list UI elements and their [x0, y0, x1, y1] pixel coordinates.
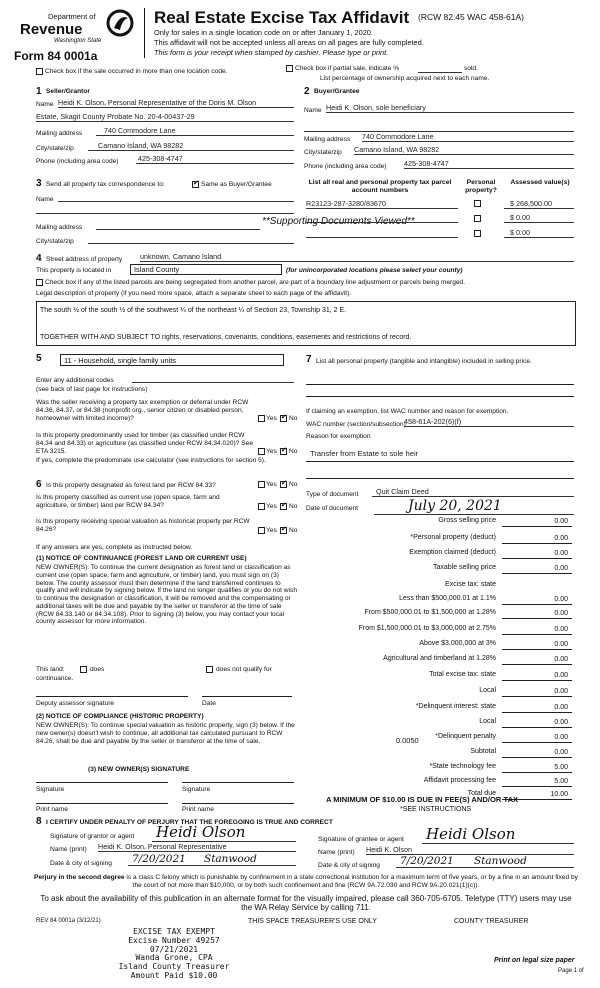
s6-q1: Is this property designated as forest land per RCW 84.33? [46, 482, 216, 489]
assessed-value-1[interactable]: $ 268,500.00 [504, 200, 574, 209]
grantor-date-label: Date & city of signing [50, 860, 112, 867]
section5-num: 5 [36, 353, 42, 364]
seller-phone-label: Phone (including area code) [36, 158, 119, 165]
tax-row-label: Exemption claimed (deduct) [409, 549, 496, 556]
perjury-text: is a class C felony which is punishable by confinement in a state correctional institution for a maximum term of five years, or by a fine in an amount fixed by the court of not more than $10,000, or by both such confinement and fine (RCW 9A.72.030 and RCW 9A.20.021(1)(c)). [126, 874, 578, 889]
header-note-1: Only for sales in a single location code on or after January 1, 2020. [154, 28, 373, 37]
page-number: Page 1 of [558, 968, 584, 974]
parcel-number-1[interactable]: R23123-287-3280/83670 [306, 200, 458, 209]
wac-field[interactable]: 458-61A-202(6)(f) [404, 418, 574, 427]
grantee-date-label: Date & city of signing [318, 862, 380, 869]
certify-text: I CERTIFY UNDER PENALTY OF PERJURY THAT THE FOREGOING IS TRUE AND CORRECT [46, 819, 333, 826]
s5-q1-no-label: No [289, 415, 298, 422]
tax-row-value[interactable]: 0.00 [554, 535, 568, 542]
tax-row-line [502, 727, 572, 728]
land-not-qualify-checkbox[interactable] [206, 666, 213, 673]
tax-row-value[interactable]: 0.00 [554, 626, 568, 633]
s5-q2-yes[interactable] [258, 448, 265, 455]
tax-row-label: Gross selling price [438, 517, 496, 524]
personal-property-checkbox-3[interactable] [474, 230, 481, 237]
section3-num: 3 [36, 178, 42, 189]
section2-num: 2 [304, 86, 310, 97]
tax-row-label: Excise tax: state [445, 581, 496, 588]
assessed-value-3[interactable]: $ 0.00 [504, 229, 574, 238]
section3-name-line2[interactable] [36, 208, 294, 214]
supporting-docs-note: **Supporting Documents Viewed** [262, 216, 415, 227]
county-select[interactable]: Island County [130, 264, 282, 275]
section1-num: 1 [36, 86, 42, 97]
section3-mailing-label: Mailing address [36, 224, 83, 231]
s5-q2b: If yes, complete the predominate use calculator (see instructions for section 5). [36, 457, 266, 464]
seller-mailing-label: Mailing address [36, 130, 83, 137]
legal-desc-label: Legal description of property (if you need more space, attach a separate sheet to each page of the affidavit). [36, 290, 352, 297]
s5-q1-no[interactable] [280, 415, 287, 422]
s6-q1-no-label: No [289, 481, 298, 488]
grantee-name-field[interactable]: Heidi K. Olson [366, 846, 574, 855]
deputy-date-line[interactable] [202, 696, 292, 697]
buyer-city-label: City/state/zip [304, 149, 342, 156]
dept-line1: Department of [48, 12, 96, 21]
tax-row-label: Subtotal [470, 748, 496, 755]
assessed-value-2[interactable]: $ 0.00 [504, 214, 574, 223]
form-rcw: (RCW 82.45 WAC 458-61A) [418, 12, 524, 22]
section1-heading: Seller/Grantor [46, 88, 90, 95]
same-as-buyer-checkbox[interactable] [192, 181, 199, 188]
grantor-sig-label: Signature of grantor or agent [50, 833, 135, 840]
seller-mailing-field[interactable]: 740 Commodore Lane [96, 127, 294, 136]
section2-heading: Buyer/Grantee [314, 88, 360, 95]
section3-name-label: Name [36, 196, 54, 203]
s5-q2-no[interactable] [280, 448, 287, 455]
tax-row-value[interactable]: 0.00 [554, 596, 568, 603]
section7-num: 7 [306, 354, 312, 365]
rev-number: REV 84 0001a (3/12/21) [36, 918, 101, 924]
reason-field[interactable]: Transfer from Estate to sole heir [310, 449, 419, 458]
personal-col-header: Personal property? [465, 179, 497, 195]
notice3-title: (3) NEW OWNER(S) SIGNATURE [88, 766, 190, 773]
tax-row-line [502, 634, 572, 635]
tax-row-value[interactable]: 0.00 [554, 565, 568, 572]
continuance-label: continuance. [36, 675, 74, 682]
form-title: Real Estate Excise Tax Affidavit [154, 8, 410, 27]
tax-row-label: Total excise tax: state [429, 671, 496, 678]
tax-row-line [502, 649, 572, 650]
tax-row-line [502, 558, 572, 559]
multi-location-checkbox[interactable] [36, 68, 43, 75]
tax-row-value[interactable]: 0.00 [554, 704, 568, 711]
buyer-mailing-label: Mailing address [304, 136, 351, 143]
tax-row-line [502, 543, 572, 544]
buyer-city-field[interactable]: Camano Island, WA 98282 [354, 146, 574, 155]
owner-print-label-2: Print name [182, 806, 214, 813]
wac-label: WAC number (section/subsection) [306, 421, 406, 428]
partial-list-label: List percentage of ownership acquired next to each name. [320, 75, 490, 82]
s5-q2-no-label: No [289, 448, 298, 455]
street-address-label: Street address of property [46, 256, 123, 263]
seller-city-field[interactable]: Camano Island, WA 98282 [88, 142, 294, 151]
section4-num: 4 [36, 253, 42, 264]
s5-q2: Is this property predominantly used for timber (as classified under RCW 84.34 and 84.33) or agriculture (as classified under RCW 84.34.020)? See ETA 3215. [36, 432, 253, 455]
legal-desc-line2: TOGETHER WITH AND SUBJECT TO rights, reservations, covenants, conditions, easements and restrictions of record. [40, 334, 412, 341]
s5-q1-yes-label: Yes [266, 415, 277, 422]
grantor-name-field[interactable]: Heidi K. Olson, Personal Representative [98, 843, 296, 852]
tax-row-line [502, 757, 572, 758]
header-note-3: This form is your receipt when stamped by cashier. Please type or print. [154, 48, 389, 57]
grantee-city-field[interactable]: Stanwood [470, 855, 574, 868]
personal-prop-line-2[interactable] [306, 396, 574, 397]
additional-codes-label: Enter any additional codes [36, 377, 114, 384]
section3-name-field[interactable] [58, 193, 294, 202]
s5-q1-yes[interactable] [258, 415, 265, 422]
tax-row-value[interactable]: 0.00 [554, 672, 568, 679]
tax-row-value[interactable]: 0.00 [554, 550, 568, 557]
header-note-2: This affidavit will not be accepted unless all areas on all pages are fully completed. [154, 38, 424, 47]
tax-row-line [502, 712, 572, 713]
doc-date-field[interactable]: July 20, 2021 [374, 498, 574, 515]
same-as-buyer-label: Same as Buyer/Grantee [201, 181, 272, 188]
form-number: Form 84 0001a [14, 49, 98, 63]
s5-q1: Was the seller receiving a property tax exemption or deferral under RCW 84.36, 84.37, or 84.38 (nonprofit org., senior citizen or disabled person, homeowner with limited income)? [36, 399, 249, 422]
land-does-label: does [90, 666, 105, 673]
tax-row-value[interactable]: 0.00 [554, 688, 568, 695]
buyer-mailing-field[interactable]: 740 Commodore Lane [362, 133, 574, 142]
tax-row-label: Less than $500,000.01 at 1.1% [399, 595, 496, 602]
notice2-body: NEW OWNER(S): To continue special valuation as historic property, sign (3) below. If the new owner(s) doesn't wish to continue, all additional tax calculated pursuant to RCW 84.26, shall be due and payable by the seller or transferor at the time of sale. [36, 722, 295, 745]
owner-sig-line-2[interactable] [182, 782, 294, 783]
tax-row-label: From $1,500,000.01 to $3,000,000 at 2.75% [358, 625, 496, 632]
grantee-date-field[interactable]: 7/20/2021 [396, 855, 472, 868]
exemption-label: If claiming an exemption, list WAC number and reason for exemption. [306, 408, 509, 415]
tax-row-line [502, 604, 572, 605]
partial-sold-label: sold. [464, 65, 478, 72]
s6-q1-yes-label: Yes [266, 481, 277, 488]
section3-label: Send all property tax correspondence to: [46, 181, 165, 188]
s6-q3-yes[interactable] [258, 527, 265, 534]
tax-row-value[interactable]: 5.00 [554, 764, 568, 771]
grantee-name-label: Name (print) [318, 849, 355, 856]
multi-location-label: Check box if the sale occurred in more than one location code. [45, 68, 228, 75]
stamp-line-5: Island County Treasurer [118, 962, 230, 972]
s5-q2-yes-label: Yes [266, 448, 277, 455]
owner-sig-label-2: Signature [182, 786, 211, 793]
revenue-logo-icon [106, 8, 134, 38]
grantee-signature[interactable]: Heidi Olson [422, 826, 574, 844]
stamp-line-1: EXCISE TAX EXEMPT [133, 927, 215, 936]
tax-row-label: *Personal property (deduct) [410, 534, 496, 541]
seller-city-label: City/state/zip [36, 145, 74, 152]
seller-name-line1[interactable]: Heidi K. Olson, Personal Representative of the Doris M. Olson [58, 99, 294, 108]
reason-label: Reason for exemption [306, 433, 371, 440]
tax-row-label: *State technology fee [429, 763, 496, 770]
grantor-signature[interactable]: Heidi Olson [152, 824, 296, 842]
tax-row-label: Total due [467, 790, 496, 797]
s6-q2: Is this property classified as current use (open space, farm and agriculture, or timber) land per RCW 84.34? [36, 494, 220, 509]
buyer-name-field[interactable]: Heidi K. Olson, sole beneficiary [326, 104, 574, 113]
partial-sale-checkbox[interactable] [286, 65, 293, 72]
section6-num: 6 [36, 479, 42, 490]
segregated-label: Check box if any of the listed parcels are being segregated from another parcel, are part of a boundary line adjustment or parcels being merged. [45, 279, 466, 286]
reason-line [306, 461, 574, 462]
section3-mailing-field[interactable] [96, 221, 260, 230]
tax-row-line [502, 742, 572, 743]
tax-row-value[interactable]: 0.00 [554, 518, 568, 525]
buyer-name-label: Name [304, 107, 322, 114]
tax-row-label: Agricultural and timberland at 1.28% [383, 655, 496, 662]
treasurer-stamp [104, 928, 244, 981]
additional-codes-field[interactable] [132, 374, 294, 383]
uninc-note: (for unincorporated locations please select your county) [286, 267, 463, 274]
tax-row-line [502, 618, 572, 619]
street-address-field[interactable]: unknown, Camano Island [140, 253, 574, 262]
stamp-line-4: Wanda Grone, CPA [135, 953, 213, 963]
section7-label: List all personal property (tangible and intangible) included in selling price. [316, 358, 532, 365]
s6-q1-no[interactable] [280, 481, 287, 488]
tax-row-label: Local [479, 687, 496, 694]
dept-line2: Revenue [20, 21, 83, 38]
notice1-body: NEW OWNER(S): To continue the current designation as forest land or classification as current use (open space, farm and agriculture, or timber) land, you must sign on (3) below. The county assessor must then determine if the land transferred continues to qualify and will indicate by signing below. If the land no longer qualifies or you do not wish to continue the designation or classification, it will be removed and the compensating or additional taxes will be due and payable by the seller or transferor at the time of sale (RCW 84.33.140 or 84.34.108). Prior to signing (3) below, you may contact your local county assessor for more information. [36, 564, 297, 626]
doc-type-field[interactable]: Quit Claim Deed [372, 488, 574, 497]
s6-q2-no[interactable] [280, 503, 287, 510]
tax-row-line [502, 526, 572, 527]
treasurer-use-label: THIS SPACE TREASURER'S USE ONLY [248, 918, 377, 925]
tax-row-line [502, 573, 572, 574]
doc-type-label: Type of document [306, 491, 359, 498]
tax-row-line [502, 786, 572, 787]
s6-q1-yes[interactable] [258, 481, 265, 488]
tax-row-label: Affidavit processing fee [423, 777, 496, 784]
s6-q2-no-label: No [289, 503, 298, 510]
stamp-line-3: 07/21/2021 [149, 944, 199, 954]
tax-row-value[interactable]: 5.00 [554, 778, 568, 785]
seller-name-line2[interactable]: Estate, Skagit County Probate No. 20-4-00437-29 [36, 113, 294, 122]
deputy-sig-line[interactable] [36, 696, 188, 697]
partial-percent-field[interactable] [418, 66, 462, 73]
section8-num: 8 [36, 816, 42, 827]
land-not-qualify-label: does not qualify for [216, 666, 272, 673]
seller-name-label: Name [36, 101, 54, 108]
personal-prop-line-1[interactable] [306, 384, 574, 385]
deputy-sig-label: Deputy assessor signature [36, 700, 115, 707]
parcel-number-3[interactable] [306, 229, 458, 238]
tax-row-line [502, 696, 572, 697]
buyer-phone-field[interactable]: 425-308-4747 [404, 160, 574, 169]
tax-row-label: From $500,000.01 to $1,500,000 at 1.28% [364, 609, 496, 616]
minimum-due-note: A MINIMUM OF $10.00 IS DUE IN FEE(S) AND/OR TAX [326, 795, 519, 804]
deputy-date-label: Date [202, 700, 216, 707]
see-instructions-note: *SEE INSTRUCTIONS [400, 806, 472, 813]
personal-property-checkbox-1[interactable] [474, 200, 481, 207]
located-in-label: This property is located in [36, 267, 112, 274]
tax-row-label: Above $3,000,000 at 3% [419, 640, 496, 647]
legal-desc-line1: The south ½ of the south ½ of the southwest ¼ of the northeast ¼ of Section 23, Township 31, 2 E. [40, 307, 347, 314]
tax-row-value[interactable]: 0.00 [554, 719, 568, 726]
tax-row-value[interactable]: 0.00 [554, 734, 568, 741]
section3-city-field[interactable] [88, 235, 294, 244]
land-does-checkbox[interactable] [80, 666, 87, 673]
buyer-phone-label: Phone (including area code) [304, 163, 387, 170]
tax-row-label: Local [479, 718, 496, 725]
this-land-label: This land: [36, 666, 65, 673]
s6-ifany: If any answers are yes, complete as instructed below. [36, 544, 193, 551]
legal-size-note: Print on legal size paper [494, 957, 575, 964]
see-last-page: (see back of last page for instructions) [36, 386, 148, 393]
tax-row-value[interactable]: 0.00 [554, 610, 568, 617]
tax-row-value[interactable]: 10.00 [550, 791, 568, 798]
perjury-notice [30, 874, 582, 890]
s6-q3-yes-label: Yes [266, 527, 277, 534]
tax-row-value[interactable]: 0.00 [554, 749, 568, 756]
s6-q2-yes-label: Yes [266, 503, 277, 510]
tax-row-line [502, 664, 572, 665]
seller-phone-field[interactable]: 425-308-4747 [136, 155, 294, 164]
s6-q2-yes[interactable] [258, 503, 265, 510]
segregated-checkbox[interactable] [36, 279, 43, 286]
county-treasurer-label: COUNTY TREASURER [454, 918, 529, 925]
personal-property-checkbox-2[interactable] [474, 215, 481, 222]
section3-city-label: City/state/zip [36, 238, 74, 245]
grantor-date-field[interactable]: 7/20/2021 [128, 853, 204, 866]
perjury-bold: Perjury in the second degree [34, 874, 125, 881]
parcel-number-2[interactable] [306, 214, 458, 223]
owner-print-label-1: Print name [36, 806, 68, 813]
grantor-name-label: Name (print) [50, 846, 87, 853]
owner-print-line-1[interactable] [36, 803, 168, 804]
tax-row-line [502, 680, 572, 681]
reason-line-2 [306, 478, 574, 479]
buyer-name-line2[interactable] [304, 126, 574, 132]
tax-row-label: Taxable selling price [432, 564, 496, 571]
stamp-line-2: Excise Number 49257 [128, 935, 220, 945]
stamp-line-6: Amount Paid $10.00 [130, 970, 218, 980]
assessed-col-header: Assessed value(s) [510, 179, 570, 186]
alt-format-notice: To ask about the availability of this publication in an alternate format for the visually impaired, please call 360-705-6705. Teletype (TTY) users may use the WA Relay Service by calling 711. [40, 894, 572, 913]
tax-row-value[interactable]: 0.00 [554, 641, 568, 648]
s6-q3: Is this property receiving special valuation as historical property per RCW 84.26? [36, 518, 250, 533]
doc-date-label: Date of document [306, 505, 359, 512]
tax-row-label: *Delinquent interest: state [415, 703, 496, 710]
tax-row-label: *Delinquent penalty [435, 733, 496, 740]
owner-sig-line-1[interactable] [36, 782, 168, 783]
tax-row-line [502, 772, 572, 773]
parcel-col-header: List all real and personal property tax parcel account numbers [308, 179, 452, 195]
land-use-code-select[interactable]: 11 - Household, single family units [60, 354, 284, 366]
grantee-sig-label: Signature of grantee or agent [318, 836, 404, 843]
owner-sig-label-1: Signature [36, 786, 65, 793]
notice1-title: (1) NOTICE OF CONTINUANCE (FOREST LAND OR CURRENT USE) [36, 555, 247, 562]
grantor-city-field[interactable]: Stanwood [200, 853, 296, 866]
dept-line3: Washington State [54, 38, 102, 44]
tax-row-value[interactable]: 0.00 [554, 656, 568, 663]
partial-sale-label: Check box if partial sale, indicate % [295, 65, 400, 72]
local-rate-value: 0.0050 [396, 736, 419, 745]
dept-logo [6, 6, 134, 46]
s6-q3-no[interactable] [280, 527, 287, 534]
notice2-title: (2) NOTICE OF COMPLIANCE (HISTORIC PROPERTY) [36, 713, 204, 720]
s6-q3-no-label: No [289, 527, 298, 534]
owner-print-line-2[interactable] [182, 803, 294, 804]
